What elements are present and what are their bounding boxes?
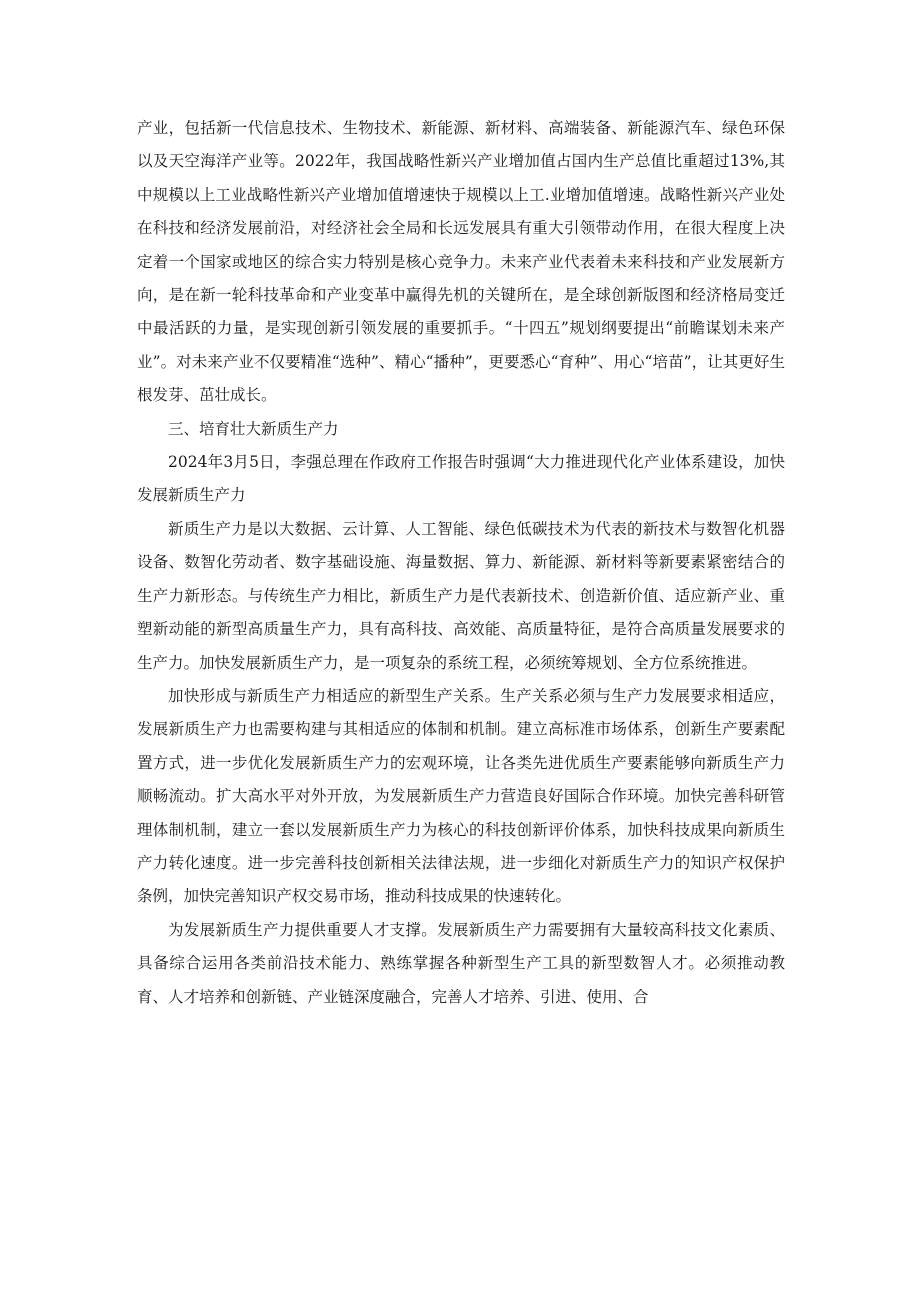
paragraph-continued: 产业，包括新一代信息技术、生物技术、新能源、新材料、高端装备、新能源汽车、绿色环保以及天空海洋产业等。2022年，我国战略性新兴产业增加值占国内生产总值比重超过13%,其中规模以上工业战略性新兴产业增加值增速快于规模以上工.业增加值增速。战略性新兴产业处在科技和经济发展前沿，对经济社会全局和长远发展具有重大引领带动作用，在很大程度上决定着一个国家或地区的综合实力特别是核心竞争力。未来产业代表着未来科技和产业发展新方向，是在新一轮科技革命和产业变革中赢得先机的关键所在，是全球创新版图和经济格局变迁中最活跃的力量，是实现创新引领发展的重要抓手。“十四五”规划纲要提出“前瞻谋划未来产业”。对未来产业不仅要精准“选种”、精心“播种”，更要悉心“育种”、用心“培苗”，让其更好生根发芽、茁壮成长。: [137, 119, 785, 405]
paragraph-talent-support: 为发展新质生产力提供重要人才支撑。发展新质生产力需要拥有大量较高科技文化素质、具备综合运用各类前沿技术能力、熟练掌握各种新型生产工具的新型数智人才。必须推动教育、人才培养和创新链、产业链深度融合，完善人才培养、引进、使用、合: [137, 920, 785, 1006]
paragraph-report-date: 2024年3月5日，李强总理在作政府工作报告时强调“大力推进现代化产业体系建设，加快发展新质生产力: [137, 453, 785, 505]
paragraph-new-productivity: 新质生产力是以大数据、云计算、人工智能、绿色低碳技术为代表的新技术与数智化机器设备、数智化劳动者、数字基础设施、海量数据、算力、新能源、新材料等新要素紧密结合的生产力新形态。与传统生产力相比，新质生产力是代表新技术、创造新价值、适应新产业、重塑新动能的新型高质量生产力，具有高科技、高效能、高质量特征，是符合高质量发展要求的生产力。加快发展新质生产力，是一项复杂的系统工程，必须统筹规划、全方位系统推进。: [137, 519, 785, 672]
section-heading: 三、培育壮大新质生产力: [168, 419, 339, 438]
document-body: [137, 112, 785, 1014]
paragraph-production-relations: 加快形成与新质生产力相适应的新型生产关系。生产关系必须与生产力发展要求相适应，发展新质生产力也需要构建与其相适应的体制和机制。建立高标准市场体系，创新生产要素配置方式，进一步优化发展新质生产力的宏观环境，让各类先进优质生产要素能够向新质生产力顺畅流动。扩大高水平对外开放，为发展新质生产力营造良好国际合作环境。加快完善科研管理体制机制，建立一套以发展新质生产力为核心的科技创新评价体系，加快科技成果向新质生产力转化速度。进一步完善科技创新相关法律法规，进一步细化对新质生产力的知识产权保护条例，加快完善知识产权交易市场，推动科技成果的快速转化。: [137, 686, 785, 906]
